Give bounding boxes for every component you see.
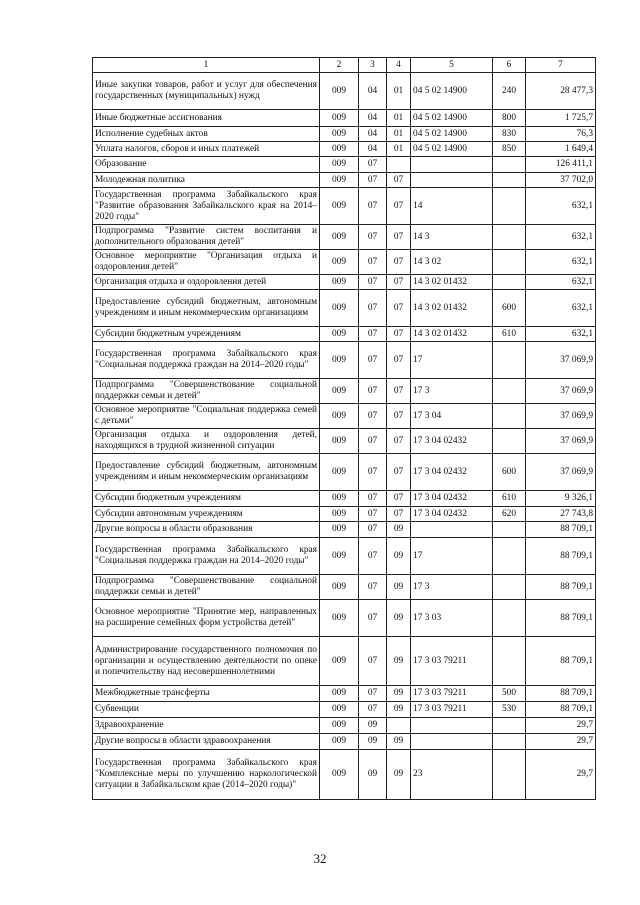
name-cell: Предоставление субсидий бюджетным, автономным учреждениям и иным некоммерческим организациям <box>93 454 320 491</box>
expense-type-cell: 600 <box>493 454 526 491</box>
name-cell: Подпрограмма "Развитие систем воспитания и дополнительного образования детей" <box>93 225 320 250</box>
section-cell: 07 <box>359 686 387 702</box>
section-cell: 07 <box>359 538 387 575</box>
target-article-cell: 23 <box>411 750 493 800</box>
expense-type-cell <box>493 225 526 250</box>
target-article-cell: 17 3 04 <box>411 404 493 429</box>
section-cell: 07 <box>359 342 387 379</box>
amount-cell: 88 709,1 <box>526 637 596 686</box>
target-article-cell: 14 <box>411 188 493 225</box>
admin-code-cell: 009 <box>320 142 359 157</box>
expense-type-cell <box>493 718 526 734</box>
expense-type-cell <box>493 750 526 800</box>
section-cell: 07 <box>359 290 387 327</box>
target-article-cell <box>411 173 493 188</box>
table-row <box>93 507 596 522</box>
budget-table <box>92 57 596 800</box>
amount-cell: 88 709,1 <box>526 522 596 538</box>
name-cell: Основное мероприятие "Организация отдыха и оздоровления детей" <box>93 250 320 275</box>
target-article-cell: 04 5 02 14900 <box>411 110 493 127</box>
subsection-cell: 09 <box>387 600 411 637</box>
expense-type-cell <box>493 575 526 600</box>
name-cell: Иные закупки товаров, работ и услуг для обеспечения государственных (муниципальных) нужд <box>93 73 320 110</box>
subsection-cell: 07 <box>387 429 411 454</box>
expense-type-cell <box>493 600 526 637</box>
name-cell: Государственная программа Забайкальского края "Социальная поддержка граждан на 2014–2020 годы" <box>93 342 320 379</box>
section-cell: 07 <box>359 173 387 188</box>
section-cell: 07 <box>359 454 387 491</box>
section-cell: 04 <box>359 127 387 142</box>
admin-code-cell: 009 <box>320 507 359 522</box>
target-article-cell: 17 3 04 02432 <box>411 491 493 507</box>
admin-code-cell: 009 <box>320 686 359 702</box>
section-cell: 04 <box>359 142 387 157</box>
subsection-cell: 07 <box>387 250 411 275</box>
amount-cell: 28 477,3 <box>526 73 596 110</box>
subsection-cell: 01 <box>387 110 411 127</box>
table-row <box>93 127 596 142</box>
amount-cell: 88 709,1 <box>526 686 596 702</box>
admin-code-cell: 009 <box>320 342 359 379</box>
section-cell: 07 <box>359 225 387 250</box>
subsection-cell: 09 <box>387 538 411 575</box>
admin-code-cell: 009 <box>320 454 359 491</box>
amount-cell: 88 709,1 <box>526 575 596 600</box>
expense-type-cell: 530 <box>493 702 526 718</box>
amount-cell: 1 649,4 <box>526 142 596 157</box>
table-body <box>93 73 596 800</box>
admin-code-cell: 009 <box>320 73 359 110</box>
target-article-cell: 17 3 03 79211 <box>411 686 493 702</box>
admin-code-cell: 009 <box>320 429 359 454</box>
admin-code-cell: 009 <box>320 127 359 142</box>
subsection-cell: 07 <box>387 379 411 404</box>
subsection-cell: 01 <box>387 73 411 110</box>
name-cell: Образование <box>93 157 320 173</box>
subsection-cell: 07 <box>387 454 411 491</box>
name-cell: Организация отдыха и оздоровления детей, находящихся в трудной жизненной ситуации <box>93 429 320 454</box>
expense-type-cell: 610 <box>493 491 526 507</box>
name-cell: Межбюджетные трансферты <box>93 686 320 702</box>
section-cell: 09 <box>359 750 387 800</box>
name-cell: Субсидии автономным учреждениям <box>93 507 320 522</box>
amount-cell: 632,1 <box>526 188 596 225</box>
target-article-cell: 14 3 <box>411 225 493 250</box>
table-row <box>93 538 596 575</box>
expense-type-cell <box>493 404 526 429</box>
expense-type-cell <box>493 188 526 225</box>
subsection-cell: 09 <box>387 637 411 686</box>
admin-code-cell: 009 <box>320 327 359 342</box>
section-cell: 07 <box>359 429 387 454</box>
admin-code-cell: 009 <box>320 290 359 327</box>
name-cell: Предоставление субсидий бюджетным, автономным учреждениям и иным некоммерческим организациям <box>93 290 320 327</box>
amount-cell: 632,1 <box>526 327 596 342</box>
table-row <box>93 188 596 225</box>
header-cell-5: 5 <box>411 58 493 73</box>
name-cell: Субсидии бюджетным учреждениям <box>93 327 320 342</box>
amount-cell: 88 709,1 <box>526 600 596 637</box>
name-cell: Государственная программа Забайкальского края "Социальная поддержка граждан на 2014–2020 годы" <box>93 538 320 575</box>
section-cell: 07 <box>359 250 387 275</box>
section-cell: 07 <box>359 702 387 718</box>
expense-type-cell: 240 <box>493 73 526 110</box>
admin-code-cell: 009 <box>320 702 359 718</box>
table-row <box>93 290 596 327</box>
admin-code-cell: 009 <box>320 491 359 507</box>
target-article-cell: 04 5 02 14900 <box>411 127 493 142</box>
table-row <box>93 429 596 454</box>
name-cell: Молодежная политика <box>93 173 320 188</box>
section-cell: 09 <box>359 734 387 750</box>
amount-cell: 37 069,9 <box>526 342 596 379</box>
section-cell: 04 <box>359 73 387 110</box>
name-cell: Администрирование государственного полномочия по организации и осуществлению деятельности по опеке и попечительству над несовершеннолетними <box>93 637 320 686</box>
expense-type-cell <box>493 429 526 454</box>
name-cell: Государственная программа Забайкальского края "Развитие образования Забайкальского края на 2014–2020 годы" <box>93 188 320 225</box>
table-row <box>93 342 596 379</box>
admin-code-cell: 009 <box>320 173 359 188</box>
section-cell: 07 <box>359 157 387 173</box>
table-row <box>93 142 596 157</box>
target-article-cell <box>411 157 493 173</box>
admin-code-cell: 009 <box>320 188 359 225</box>
admin-code-cell: 009 <box>320 275 359 290</box>
target-article-cell: 04 5 02 14900 <box>411 142 493 157</box>
expense-type-cell <box>493 522 526 538</box>
expense-type-cell: 800 <box>493 110 526 127</box>
table-row <box>93 173 596 188</box>
admin-code-cell: 009 <box>320 250 359 275</box>
subsection-cell: 07 <box>387 173 411 188</box>
expense-type-cell <box>493 250 526 275</box>
admin-code-cell: 009 <box>320 110 359 127</box>
section-cell: 07 <box>359 275 387 290</box>
header-row <box>93 58 596 73</box>
table-row <box>93 702 596 718</box>
subsection-cell: 09 <box>387 702 411 718</box>
admin-code-cell: 009 <box>320 575 359 600</box>
admin-code-cell: 009 <box>320 600 359 637</box>
target-article-cell: 17 3 <box>411 575 493 600</box>
target-article-cell: 17 3 03 79211 <box>411 637 493 686</box>
target-article-cell: 17 3 04 02432 <box>411 454 493 491</box>
section-cell: 07 <box>359 327 387 342</box>
target-article-cell: 17 <box>411 538 493 575</box>
table-row <box>93 157 596 173</box>
subsection-cell: 07 <box>387 491 411 507</box>
table-row <box>93 73 596 110</box>
name-cell: Субсидии бюджетным учреждениям <box>93 491 320 507</box>
target-article-cell <box>411 718 493 734</box>
section-cell: 07 <box>359 522 387 538</box>
expense-type-cell <box>493 379 526 404</box>
subsection-cell: 07 <box>387 275 411 290</box>
amount-cell: 88 709,1 <box>526 702 596 718</box>
amount-cell: 126 411,1 <box>526 157 596 173</box>
expense-type-cell <box>493 157 526 173</box>
admin-code-cell: 009 <box>320 404 359 429</box>
expense-type-cell <box>493 538 526 575</box>
section-cell: 07 <box>359 507 387 522</box>
name-cell: Иные бюджетные ассигнования <box>93 110 320 127</box>
name-cell: Другие вопросы в области здравоохранения <box>93 734 320 750</box>
section-cell: 07 <box>359 600 387 637</box>
subsection-cell: 07 <box>387 404 411 429</box>
amount-cell: 88 709,1 <box>526 538 596 575</box>
expense-type-cell: 600 <box>493 290 526 327</box>
expense-type-cell <box>493 734 526 750</box>
table-row <box>93 379 596 404</box>
table-row <box>93 110 596 127</box>
amount-cell: 29,7 <box>526 734 596 750</box>
header-cell-1: 1 <box>93 58 320 73</box>
subsection-cell: 07 <box>387 188 411 225</box>
expense-type-cell: 500 <box>493 686 526 702</box>
table-row <box>93 404 596 429</box>
expense-type-cell: 830 <box>493 127 526 142</box>
amount-cell: 37 069,9 <box>526 429 596 454</box>
section-cell: 04 <box>359 110 387 127</box>
amount-cell: 37 069,9 <box>526 454 596 491</box>
admin-code-cell: 009 <box>320 379 359 404</box>
target-article-cell: 17 3 04 02432 <box>411 507 493 522</box>
table-row <box>93 637 596 686</box>
expense-type-cell <box>493 637 526 686</box>
section-cell: 09 <box>359 718 387 734</box>
subsection-cell: 09 <box>387 750 411 800</box>
admin-code-cell: 009 <box>320 734 359 750</box>
amount-cell: 632,1 <box>526 275 596 290</box>
amount-cell: 632,1 <box>526 225 596 250</box>
amount-cell: 29,7 <box>526 750 596 800</box>
name-cell: Здравоохранение <box>93 718 320 734</box>
section-cell: 07 <box>359 379 387 404</box>
subsection-cell: 07 <box>387 342 411 379</box>
target-article-cell: 17 <box>411 342 493 379</box>
table-row <box>93 275 596 290</box>
subsection-cell: 01 <box>387 127 411 142</box>
section-cell: 07 <box>359 404 387 429</box>
table-row <box>93 575 596 600</box>
header-cell-3: 3 <box>359 58 387 73</box>
table-row <box>93 686 596 702</box>
admin-code-cell: 009 <box>320 538 359 575</box>
subsection-cell: 07 <box>387 327 411 342</box>
amount-cell: 632,1 <box>526 250 596 275</box>
page-number: 32 <box>313 851 327 866</box>
subsection-cell: 07 <box>387 507 411 522</box>
target-article-cell: 04 5 02 14900 <box>411 73 493 110</box>
header-cell-2: 2 <box>320 58 359 73</box>
admin-code-cell: 009 <box>320 157 359 173</box>
target-article-cell: 17 3 <box>411 379 493 404</box>
expense-type-cell: 850 <box>493 142 526 157</box>
subsection-cell: 09 <box>387 734 411 750</box>
table-row <box>93 522 596 538</box>
admin-code-cell: 009 <box>320 718 359 734</box>
amount-cell: 76,3 <box>526 127 596 142</box>
name-cell: Субвенции <box>93 702 320 718</box>
amount-cell: 9 326,1 <box>526 491 596 507</box>
table-row <box>93 600 596 637</box>
target-article-cell <box>411 734 493 750</box>
amount-cell: 37 069,9 <box>526 379 596 404</box>
name-cell: Уплата налогов, сборов и иных платежей <box>93 142 320 157</box>
admin-code-cell: 009 <box>320 522 359 538</box>
table-row <box>93 250 596 275</box>
subsection-cell: 07 <box>387 290 411 327</box>
table-row <box>93 327 596 342</box>
target-article-cell: 17 3 03 <box>411 600 493 637</box>
amount-cell: 632,1 <box>526 290 596 327</box>
name-cell: Другие вопросы в области образования <box>93 522 320 538</box>
name-cell: Основное мероприятие "Принятие мер, направленных на расширение семейных форм устройства детей" <box>93 600 320 637</box>
subsection-cell: 07 <box>387 225 411 250</box>
name-cell: Подпрограмма "Совершенствование социальной поддержки семьи и детей" <box>93 379 320 404</box>
table-row <box>93 225 596 250</box>
target-article-cell: 17 3 04 02432 <box>411 429 493 454</box>
amount-cell: 37 069,9 <box>526 404 596 429</box>
table-row <box>93 454 596 491</box>
target-article-cell: 14 3 02 <box>411 250 493 275</box>
subsection-cell: 09 <box>387 575 411 600</box>
section-cell: 07 <box>359 188 387 225</box>
table-row <box>93 750 596 800</box>
expense-type-cell: 620 <box>493 507 526 522</box>
expense-type-cell <box>493 342 526 379</box>
table-row <box>93 734 596 750</box>
expense-type-cell: 610 <box>493 327 526 342</box>
admin-code-cell: 009 <box>320 750 359 800</box>
amount-cell: 27 743,8 <box>526 507 596 522</box>
amount-cell: 29,7 <box>526 718 596 734</box>
section-cell: 07 <box>359 491 387 507</box>
subsection-cell: 01 <box>387 142 411 157</box>
subsection-cell <box>387 718 411 734</box>
section-cell: 07 <box>359 637 387 686</box>
table-row <box>93 491 596 507</box>
admin-code-cell: 009 <box>320 637 359 686</box>
name-cell: Организация отдыха и оздоровления детей <box>93 275 320 290</box>
header-cell-6: 6 <box>493 58 526 73</box>
target-article-cell: 14 3 02 01432 <box>411 275 493 290</box>
name-cell: Исполнение судебных актов <box>93 127 320 142</box>
target-article-cell: 17 3 03 79211 <box>411 702 493 718</box>
section-cell: 07 <box>359 575 387 600</box>
target-article-cell: 14 3 02 01432 <box>411 327 493 342</box>
admin-code-cell: 009 <box>320 225 359 250</box>
subsection-cell: 09 <box>387 522 411 538</box>
expense-type-cell <box>493 173 526 188</box>
target-article-cell: 14 3 02 01432 <box>411 290 493 327</box>
target-article-cell <box>411 522 493 538</box>
amount-cell: 1 725,7 <box>526 110 596 127</box>
amount-cell: 37 702,0 <box>526 173 596 188</box>
name-cell: Подпрограмма "Совершенствование социальной поддержки семьи и детей" <box>93 575 320 600</box>
expense-type-cell <box>493 275 526 290</box>
subsection-cell <box>387 157 411 173</box>
subsection-cell: 09 <box>387 686 411 702</box>
header-cell-7: 7 <box>526 58 596 73</box>
name-cell: Основное мероприятие "Социальная поддержка семей с детьми" <box>93 404 320 429</box>
table-row <box>93 718 596 734</box>
name-cell: Государственная программа Забайкальского края "Комплексные меры по улучшению наркологической ситуации в Забайкальском крае (2014–2020 годы)" <box>93 750 320 800</box>
header-cell-4: 4 <box>387 58 411 73</box>
